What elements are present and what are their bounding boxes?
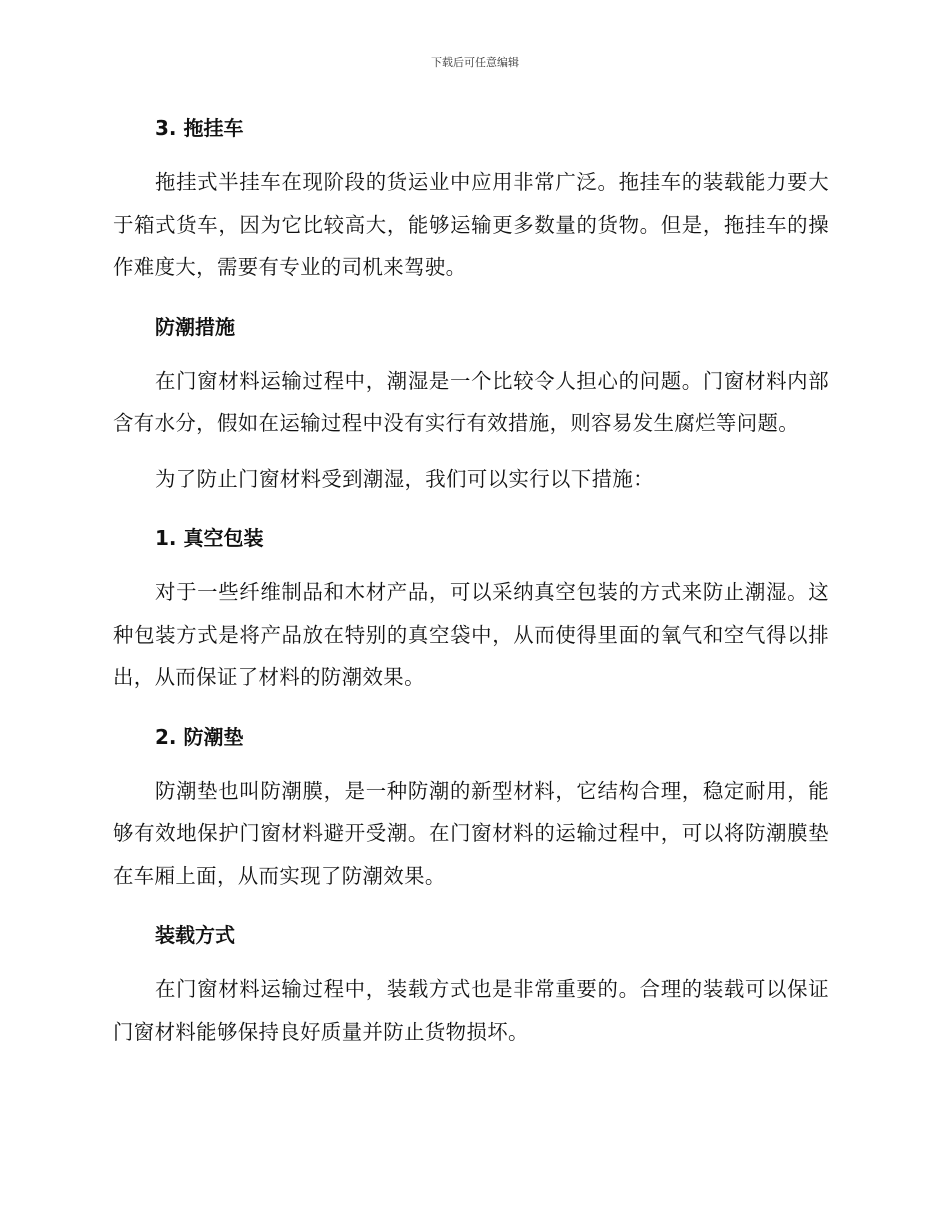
paragraph-vacuum-packaging: 对于一些纤维制品和木材产品，可以采纳真空包装的方式来防止潮湿。这种包装方式是将产品放在特别的真空袋中，从而使得里面的氧气和空气得以排出，从而保证了材料的防潮效果。 <box>113 580 829 689</box>
document-body <box>113 108 829 1053</box>
paragraph-moisture-pad: 防潮垫也叫防潮膜，是一种防潮的新型材料，它结构合理，稳定耐用，能够有效地保护门窗材料避开受潮。在门窗材料的运输过程中，可以将防潮膜垫在车厢上面，从而实现了防潮效果。 <box>113 778 829 888</box>
paragraph-loading-method: 在门窗材料运输过程中，装载方式也是非常重要的。合理的装载可以保证门窗材料能够保持良好质量并防止货物损坏。 <box>113 977 829 1044</box>
section-heading-vacuum-packaging: 1. 真空包装 <box>155 526 264 550</box>
section-heading-trailer: 3. 拖挂车 <box>155 116 244 140</box>
section-heading-loading-method: 装载方式 <box>155 923 235 947</box>
section-heading-moisture-measures: 防潮措施 <box>155 314 235 339</box>
paragraph-moisture-problem: 在门窗材料运输过程中，潮湿是一个比较令人担心的问题。门窗材料内部含有水分，假如在运输过程中没有实行有效措施，则容易发生腐烂等问题。 <box>113 368 829 435</box>
paragraph-trailer: 拖挂式半挂车在现阶段的货运业中应用非常广泛。拖挂车的装载能力要大于箱式货车，因为它比较高大，能够运输更多数量的货物。但是，拖挂车的操作难度大，需要有专业的司机来驾驶。 <box>113 170 829 279</box>
page-header-note: 下载后可任意编辑 <box>431 56 519 69</box>
paragraph-measures-intro: 为了防止门窗材料受到潮湿，我们可以实行以下措施： <box>155 466 654 491</box>
section-heading-moisture-pad: 2. 防潮垫 <box>155 724 244 749</box>
